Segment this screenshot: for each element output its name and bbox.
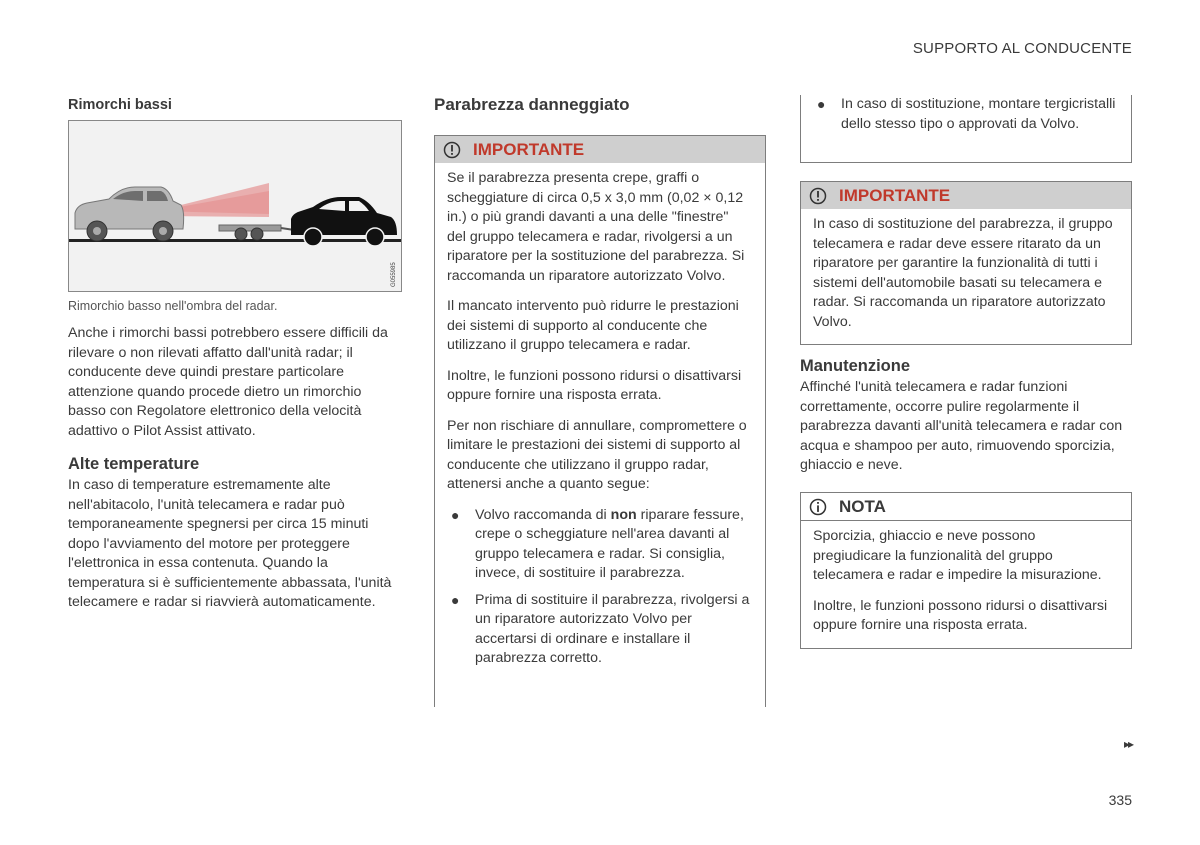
bullet-text: In caso di sostituzione, montare tergicristalli dello stesso tipo o approvati da Volvo. [841, 96, 1116, 132]
paragraph: Il mancato intervento può ridurre le prestazioni dei sistemi di supporto al conducente che utilizzano il gruppo telecamera e radar. [447, 298, 739, 353]
important-title: IMPORTANTE [839, 185, 951, 205]
bullet-list [447, 506, 751, 669]
section-heading-rimorchi-bassi: Rimorchi bassi [68, 97, 172, 113]
list-item [447, 506, 751, 584]
section-heading-manutenzione: Manutenzione [800, 357, 910, 375]
section-heading-alte-temperature: Alte temperature [68, 455, 200, 473]
list-item [813, 95, 1117, 134]
important-box-body [434, 163, 766, 707]
low-trailer [219, 225, 301, 240]
note-box-body [800, 520, 1132, 649]
paragraph: Affinché l'unità telecamera e radar funzioni correttamente, occorre pulire regolarmente il parabrezza davanti all'unità telecamera e radar con acqua e shampoo per auto, rimuovendo sporcizia, ghiaccio e neve. [800, 379, 1123, 473]
bullet-text: Prima di sostituire il parabrezza, rivolgersi a un riparatore autorizzato Volvo per accertarsi di ordinare e installare il parabrezza corretto. [475, 591, 750, 666]
bullet-text: riparare fessure, crepe o scheggiature nell'area davanti al gruppo telecamera e radar. Si consiglia, invece, di sostituire il parabrezza. [475, 506, 744, 581]
important-box-header [800, 181, 1132, 209]
important-box-header [434, 135, 766, 163]
bullet-text-bold: non [610, 506, 637, 523]
car-ahead [291, 197, 397, 246]
bullet-list [813, 95, 1117, 134]
next-page-arrows-icon: ▸▸ [1123, 737, 1132, 751]
running-header: SUPPORTO AL CONDUCENTE [912, 40, 1132, 57]
road-line [69, 239, 401, 242]
paragraph: In caso di temperature estremamente alte nell'abitacolo, l'unità telecamera e radar può temporaneamente spegnersi per circa 15 minuti dopo l'avviamento del motore per proteggere l'elettronica in essa contenuta. Quando la temperatura si è sufficientemente abbassata, l'unità telecamere e radar si riavvierà automaticamente. [68, 477, 392, 610]
info-icon [809, 498, 827, 516]
paragraph: Inoltre, le funzioni possono ridursi o disattivarsi oppure fornire una risposta errata. [813, 597, 1108, 633]
paragraph: Anche i rimorchi bassi potrebbero essere difficili da rilevare o non rilevati affatto dall'unità radar; il conducente deve quindi prestare particolare attenzione quando procede dietro un rimorchio basso con Regolatore elettronico della velocità adattivo o Pilot Assist attivato. [68, 325, 388, 439]
paragraph: Per non rischiare di annullare, compromettere o limitare le prestazioni dei sistemi di supporto al conducente che utilizzano il gruppo radar, attenersi anche a quanto segue: [447, 417, 747, 492]
bullet-text: Volvo raccomanda di [475, 506, 611, 523]
figure-caption: Rimorchio basso nell'ombra del radar. [68, 299, 278, 313]
paragraph: In caso di sostituzione del parabrezza, il gruppo telecamera e radar deve essere ritarato da un riparatore per garantire la funzionalità di tutti i sistemi dell'automobile basati su telecamera e radar. Si raccomanda un riparatore autorizzato Volvo. [813, 216, 1113, 330]
important-box-body [800, 209, 1132, 345]
continued-important-box [800, 95, 1132, 163]
bullet-dot: ● [451, 591, 460, 608]
important-title: IMPORTANTE [473, 139, 585, 159]
radar-shadow-illustration [69, 121, 401, 291]
warning-icon [443, 141, 461, 159]
figure-low-trailer-radar [68, 120, 402, 292]
paragraph: Sporcizia, ghiaccio e neve possono pregiudicare la funzionalità del gruppo telecamera e radar e impedire la misurazione. [813, 528, 1102, 583]
suv-car [75, 187, 184, 241]
bullet-dot: ● [817, 96, 826, 112]
list-item [447, 591, 751, 669]
paragraph: Se il parabrezza presenta crepe, graffi o scheggiature di circa 0,5 x 3,0 mm (0,02 × 0,12 in.) o più grandi davanti a una delle "finestre" del gruppo telecamera e radar, rivolgersi a un riparatore per la sostituzione del parabrezza. Si raccomanda un riparatore autorizzato Volvo. [447, 170, 745, 284]
page-number: 335 [1108, 792, 1132, 808]
note-title: NOTA [839, 496, 886, 516]
warning-icon [809, 187, 827, 205]
figure-code: G055985 [391, 262, 397, 287]
note-box-header [800, 492, 1132, 520]
bullet-dot: ● [451, 506, 460, 523]
paragraph: Inoltre, le funzioni possono ridursi o disattivarsi oppure fornire una risposta errata. [447, 367, 742, 403]
section-heading-parabrezza: Parabrezza danneggiato [434, 95, 630, 114]
